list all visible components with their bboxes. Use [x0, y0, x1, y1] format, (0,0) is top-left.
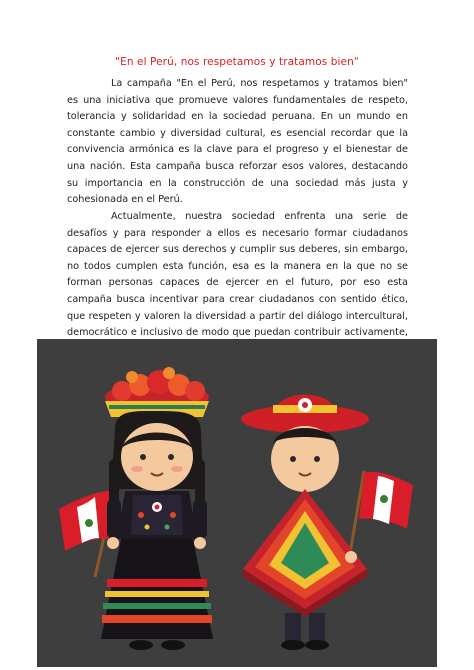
- boy-figure: [241, 395, 369, 651]
- document-title: "En el Perú, nos respetamos y tratamos bien": [115, 56, 359, 68]
- girl-figure: [101, 367, 213, 650]
- peruvian-children-illustration: [37, 339, 437, 667]
- left-flag-icon: [59, 489, 115, 577]
- paragraph-2: Actualmente, nuestra sociedad enfrenta una serie de desafíos y para responder a ellos es necesario formar ciudadanos capaces de ejercer sus derechos y cumplir sus deberes, sin embargo, no todos cumplen esta función, esa es la manera en la que no se forman personas capaces de ejercer en el futuro, por eso esta campaña busca incentivar para crear ciudadanos con sentido ético, que respeten y valoren la diversidad a partir del diálogo intercultural, democrático e inclusivo de modo que puedan contribuir activamente,: [67, 211, 408, 339]
- illustration-svg: [37, 339, 437, 667]
- paragraph-1: La campaña "En el Perú, nos respetamos y tratamos bien" es una iniciativa que promueve valores fundamentales de respeto, tolerancia y solidaridad en la sociedad peruana. En un mundo en constante cambio y diversidad cultural, es esencial recordar que la convivencia armónica es la clave para el progreso y el bienestar de una nación. Esta campaña busca reforzar esos valores, destacando su importancia en la construcción de una sociedad más justa y cohesionada en el Perú.: [67, 78, 408, 206]
